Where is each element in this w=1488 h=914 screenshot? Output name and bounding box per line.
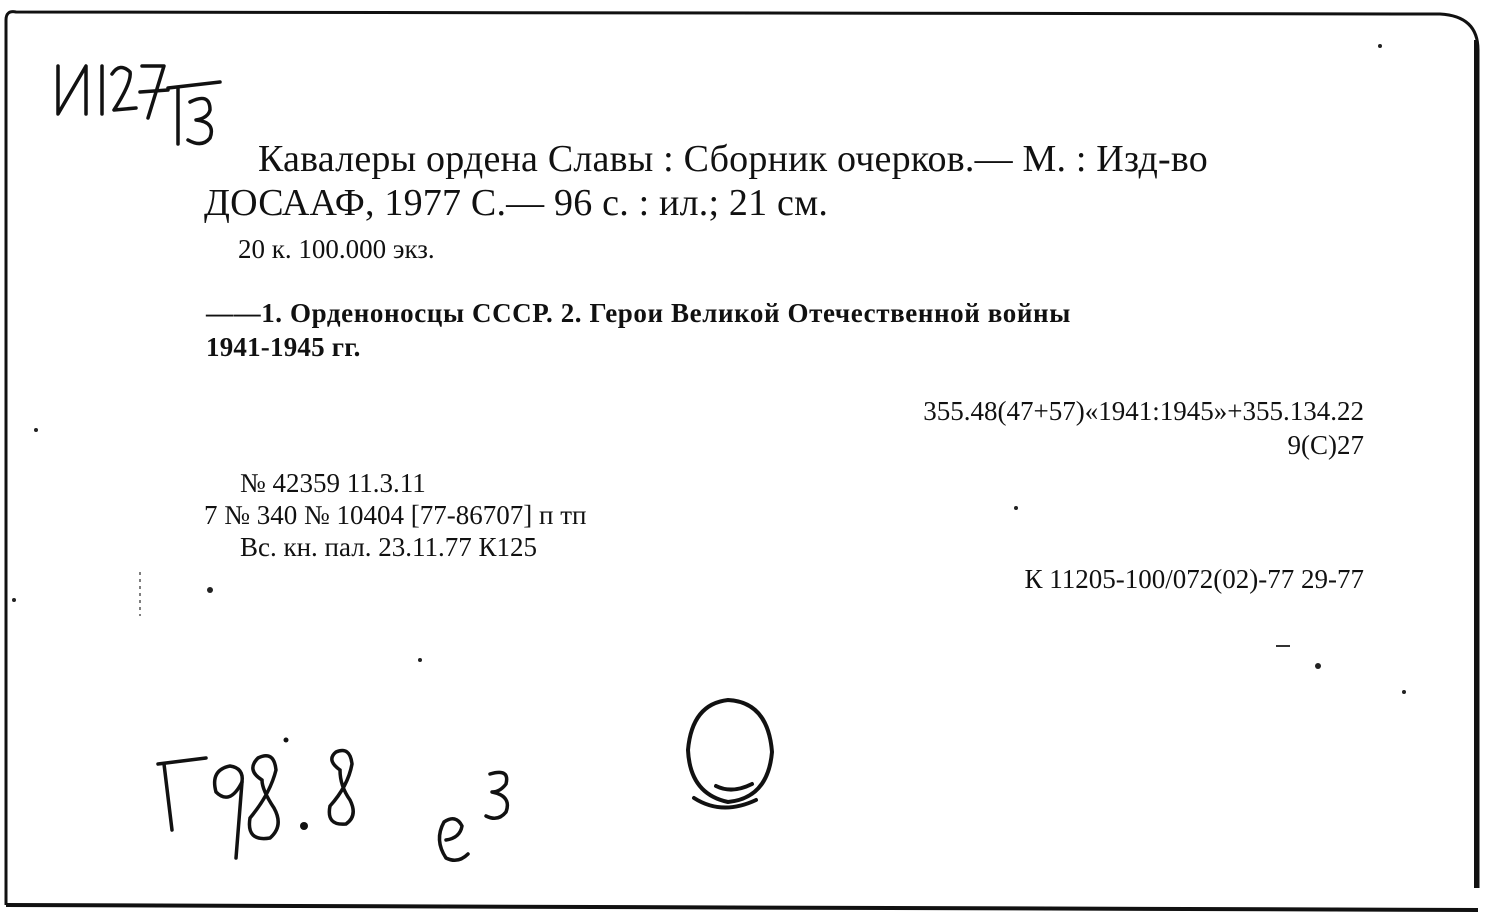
price-line: 20 к. 100.000 экз.	[238, 234, 435, 264]
udc-classification: 355.48(47+57)«1941:1945»+355.134.22	[923, 396, 1364, 426]
hand-drawn-oval-mark	[672, 690, 792, 830]
title-line-2: ДОСААФ, 1977 С.— 96 с. : ил.; 21 см.	[204, 182, 829, 224]
code-line: К 11205-100/072(02)-77 29-77	[1024, 564, 1364, 594]
title-line-1: Кавалеры ордена Славы : Сборник очерков.— М. : Изд-во	[258, 138, 1208, 180]
handwritten-call-number-bottom	[150, 730, 550, 890]
book-chamber-register: Вс. кн. пал. 23.11.77 К125	[240, 532, 537, 562]
order-line: 7 № 340 № 10404 [77-86707] п тп	[204, 500, 587, 530]
bbk-classification: 9(С)27	[1287, 430, 1364, 460]
subjects-line-2: 1941-1945 гг.	[206, 332, 361, 362]
handwritten-call-number-top	[50, 52, 240, 152]
subjects-line-1: ——1. Орденоносцы СССР. 2. Герои Великой Отечественной войны	[206, 298, 1071, 328]
record-number: № 42359 11.3.11	[240, 468, 426, 498]
